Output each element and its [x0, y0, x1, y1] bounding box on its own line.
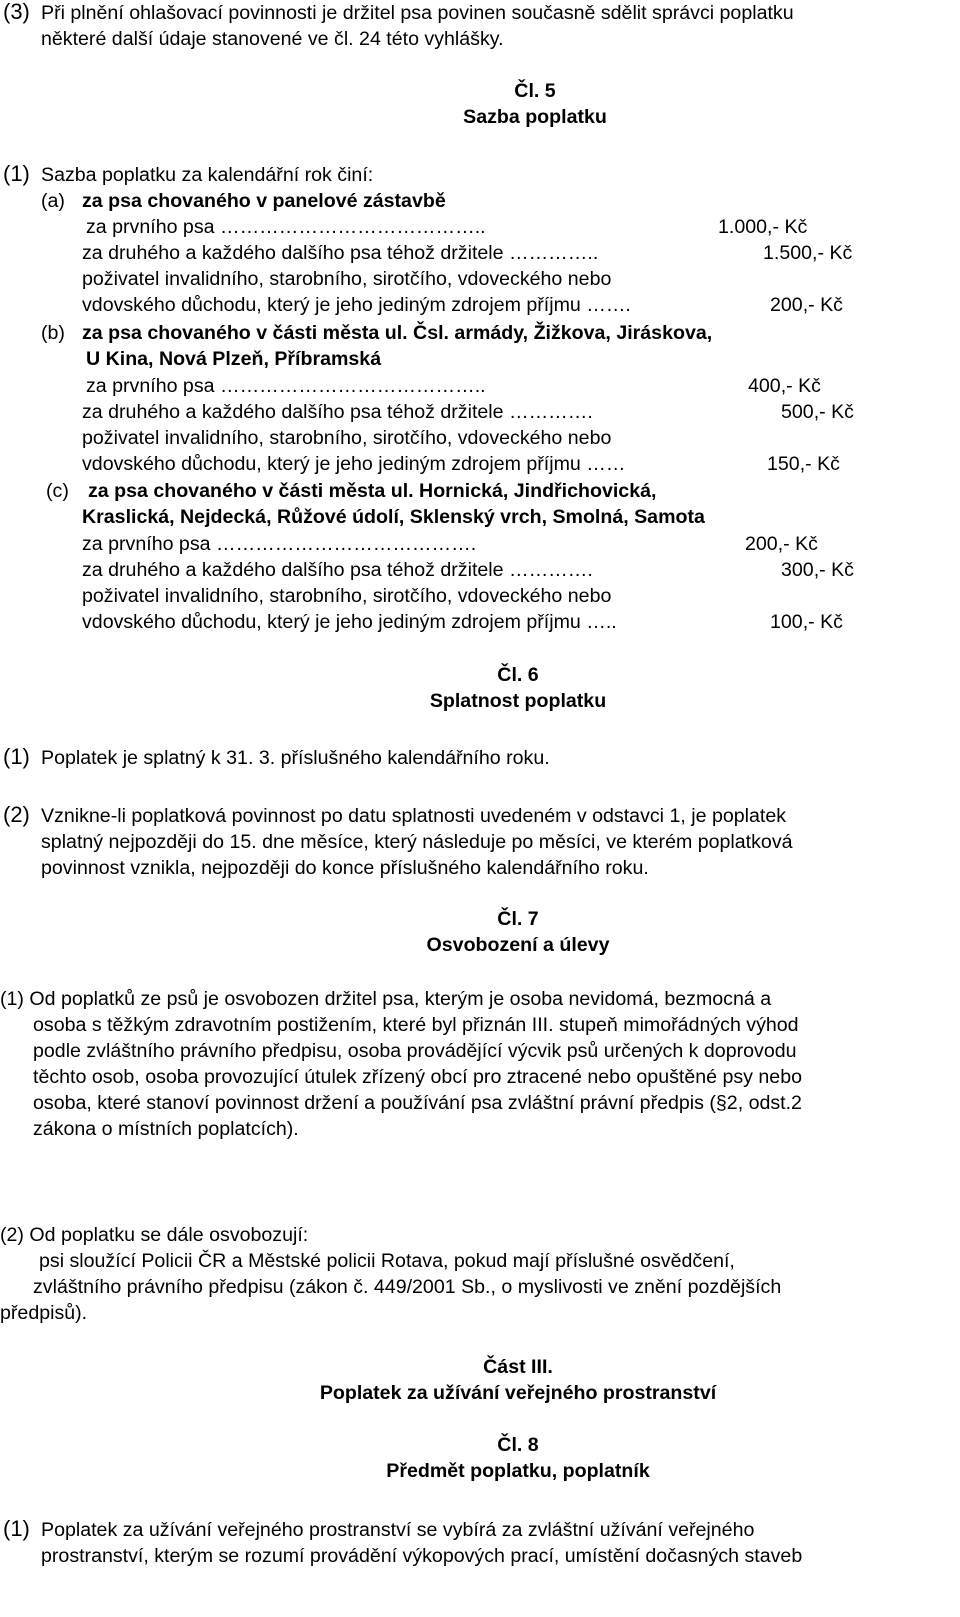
paragraph-text: Poplatek je splatný k 31. 3. příslušného kalendářního roku.	[41, 747, 550, 769]
rate-amount: 200,- Kč	[770, 294, 843, 316]
paragraph-text: zvláštního právního předpisu (zákon č. 449/2001 Sb., o myslivosti ve znění pozdějších	[33, 1276, 782, 1298]
paragraph-number: (1)	[3, 1516, 30, 1541]
part-title: Poplatek za užívání veřejného prostranství	[319, 1382, 717, 1404]
item-label: (c)	[46, 480, 69, 502]
paragraph-text: (1) Od poplatků ze psů je osvobozen držitel psa, kterým je osoba nevidomá, bezmocná a	[0, 988, 772, 1010]
paragraph-text: Sazba poplatku za kalendářní rok činí:	[41, 164, 374, 186]
rate-label: za druhého a každého dalšího psa téhož držitele …………..	[82, 242, 599, 264]
article-title: Předmět poplatku, poplatník	[386, 1460, 650, 1482]
paragraph-text: zákona o místních poplatcích).	[33, 1118, 299, 1140]
paragraph-text: splatný nejpozději do 15. dne měsíce, který následuje po měsíci, ve kterém poplatková	[41, 831, 793, 853]
part-number: Část III.	[483, 1356, 553, 1378]
rate-amount: 150,- Kč	[767, 453, 840, 475]
item-heading: Kraslická, Nejdecká, Růžové údolí, Sklenský vrch, Smolná, Samota	[82, 506, 705, 528]
paragraph-text: Vznikne-li poplatková povinnost po datu splatnosti uvedeném v odstavci 1, je poplatek	[41, 805, 787, 827]
rate-label: poživatel invalidního, starobního, sirotčího, vdoveckého nebo	[82, 268, 612, 290]
paragraph-text: osoba, které stanoví povinnost držení a používání psa zvláštní právní předpis (§2, odst.2	[33, 1092, 802, 1114]
rate-amount: 1.000,- Kč	[718, 216, 808, 238]
item-heading: za psa chovaného v části města ul. Čsl. armády, Žižkova, Jiráskova,	[82, 322, 713, 344]
article-title: Osvobození a úlevy	[426, 934, 610, 956]
rate-label: vdovského důchodu, který je jeho jediným zdrojem příjmu …….	[82, 294, 631, 316]
rate-label: za prvního psa …………………………………..	[86, 216, 486, 238]
paragraph-text: povinnost vznikla, nejpozději do konce příslušného kalendářního roku.	[41, 857, 649, 879]
rate-label: poživatel invalidního, starobního, sirotčího, vdoveckého nebo	[82, 427, 612, 449]
rate-label: za druhého a každého dalšího psa téhož držitele ………….	[82, 559, 593, 581]
article-number: Čl. 8	[497, 1434, 539, 1456]
article-title: Splatnost poplatku	[429, 690, 607, 712]
paragraph-text: psi sloužící Policii ČR a Městské policii Rotava, pokud mají příslušné osvědčení,	[39, 1250, 735, 1272]
paragraph-text: podle zvláštního právního předpisu, osoba provádějící výcvik psů určených k doprovodu	[33, 1040, 797, 1062]
rate-label: poživatel invalidního, starobního, sirotčího, vdoveckého nebo	[82, 585, 612, 607]
paragraph-number: (1)	[3, 744, 30, 769]
paragraph-text: předpisů).	[0, 1302, 88, 1324]
rate-amount: 1.500,- Kč	[763, 242, 853, 264]
rate-label: za prvního psa ………………………………….	[82, 533, 477, 555]
paragraph-text: Při plnění ohlašovací povinnosti je držitel psa povinen současně sdělit správci poplatku	[41, 2, 794, 24]
item-heading: za psa chovaného v panelové zástavbě	[82, 190, 446, 212]
rate-label: za druhého a každého dalšího psa téhož držitele ………….	[82, 401, 593, 423]
paragraph-text: osoba s těžkým zdravotním postižením, které byl přiznán III. stupeň mimořádných výhod	[33, 1014, 799, 1036]
item-label: (b)	[41, 322, 65, 344]
paragraph-text: některé další údaje stanovené ve čl. 24 této vyhlášky.	[41, 28, 504, 50]
article-number: Čl. 6	[497, 664, 539, 686]
article-title: Sazba poplatku	[463, 106, 607, 128]
rate-amount: 300,- Kč	[781, 559, 854, 581]
article-number: Čl. 5	[514, 80, 556, 102]
paragraph-text: prostranství, kterým se rozumí provádění výkopových prací, umístění dočasných staveb	[41, 1545, 803, 1567]
item-heading: U Kina, Nová Plzeň, Příbramská	[86, 348, 382, 370]
item-label: (a)	[41, 190, 65, 212]
rate-amount: 100,- Kč	[770, 611, 843, 633]
rate-label: vdovského důchodu, který je jeho jediným zdrojem příjmu …..	[82, 611, 617, 633]
rate-amount: 400,- Kč	[748, 375, 821, 397]
paragraph-number: (1)	[3, 161, 30, 186]
rate-amount: 200,- Kč	[745, 533, 818, 555]
item-heading: za psa chovaného v části města ul. Hornická, Jindřichovická,	[88, 480, 657, 502]
rate-label: za prvního psa …………………………………..	[86, 375, 486, 397]
paragraph-number: (3)	[3, 0, 30, 24]
paragraph-text: (2) Od poplatku se dále osvobozují:	[0, 1224, 309, 1246]
paragraph-number: (2)	[3, 802, 30, 827]
rate-amount: 500,- Kč	[781, 401, 854, 423]
rate-label: vdovského důchodu, který je jeho jediným zdrojem příjmu ……	[82, 453, 626, 475]
article-number: Čl. 7	[497, 908, 539, 930]
paragraph-text: Poplatek za užívání veřejného prostranství se vybírá za zvláštní užívání veřejného	[41, 1519, 755, 1541]
paragraph-text: těchto osob, osoba provozující útulek zřízený obcí pro ztracené nebo opuštěné psy nebo	[33, 1066, 802, 1088]
